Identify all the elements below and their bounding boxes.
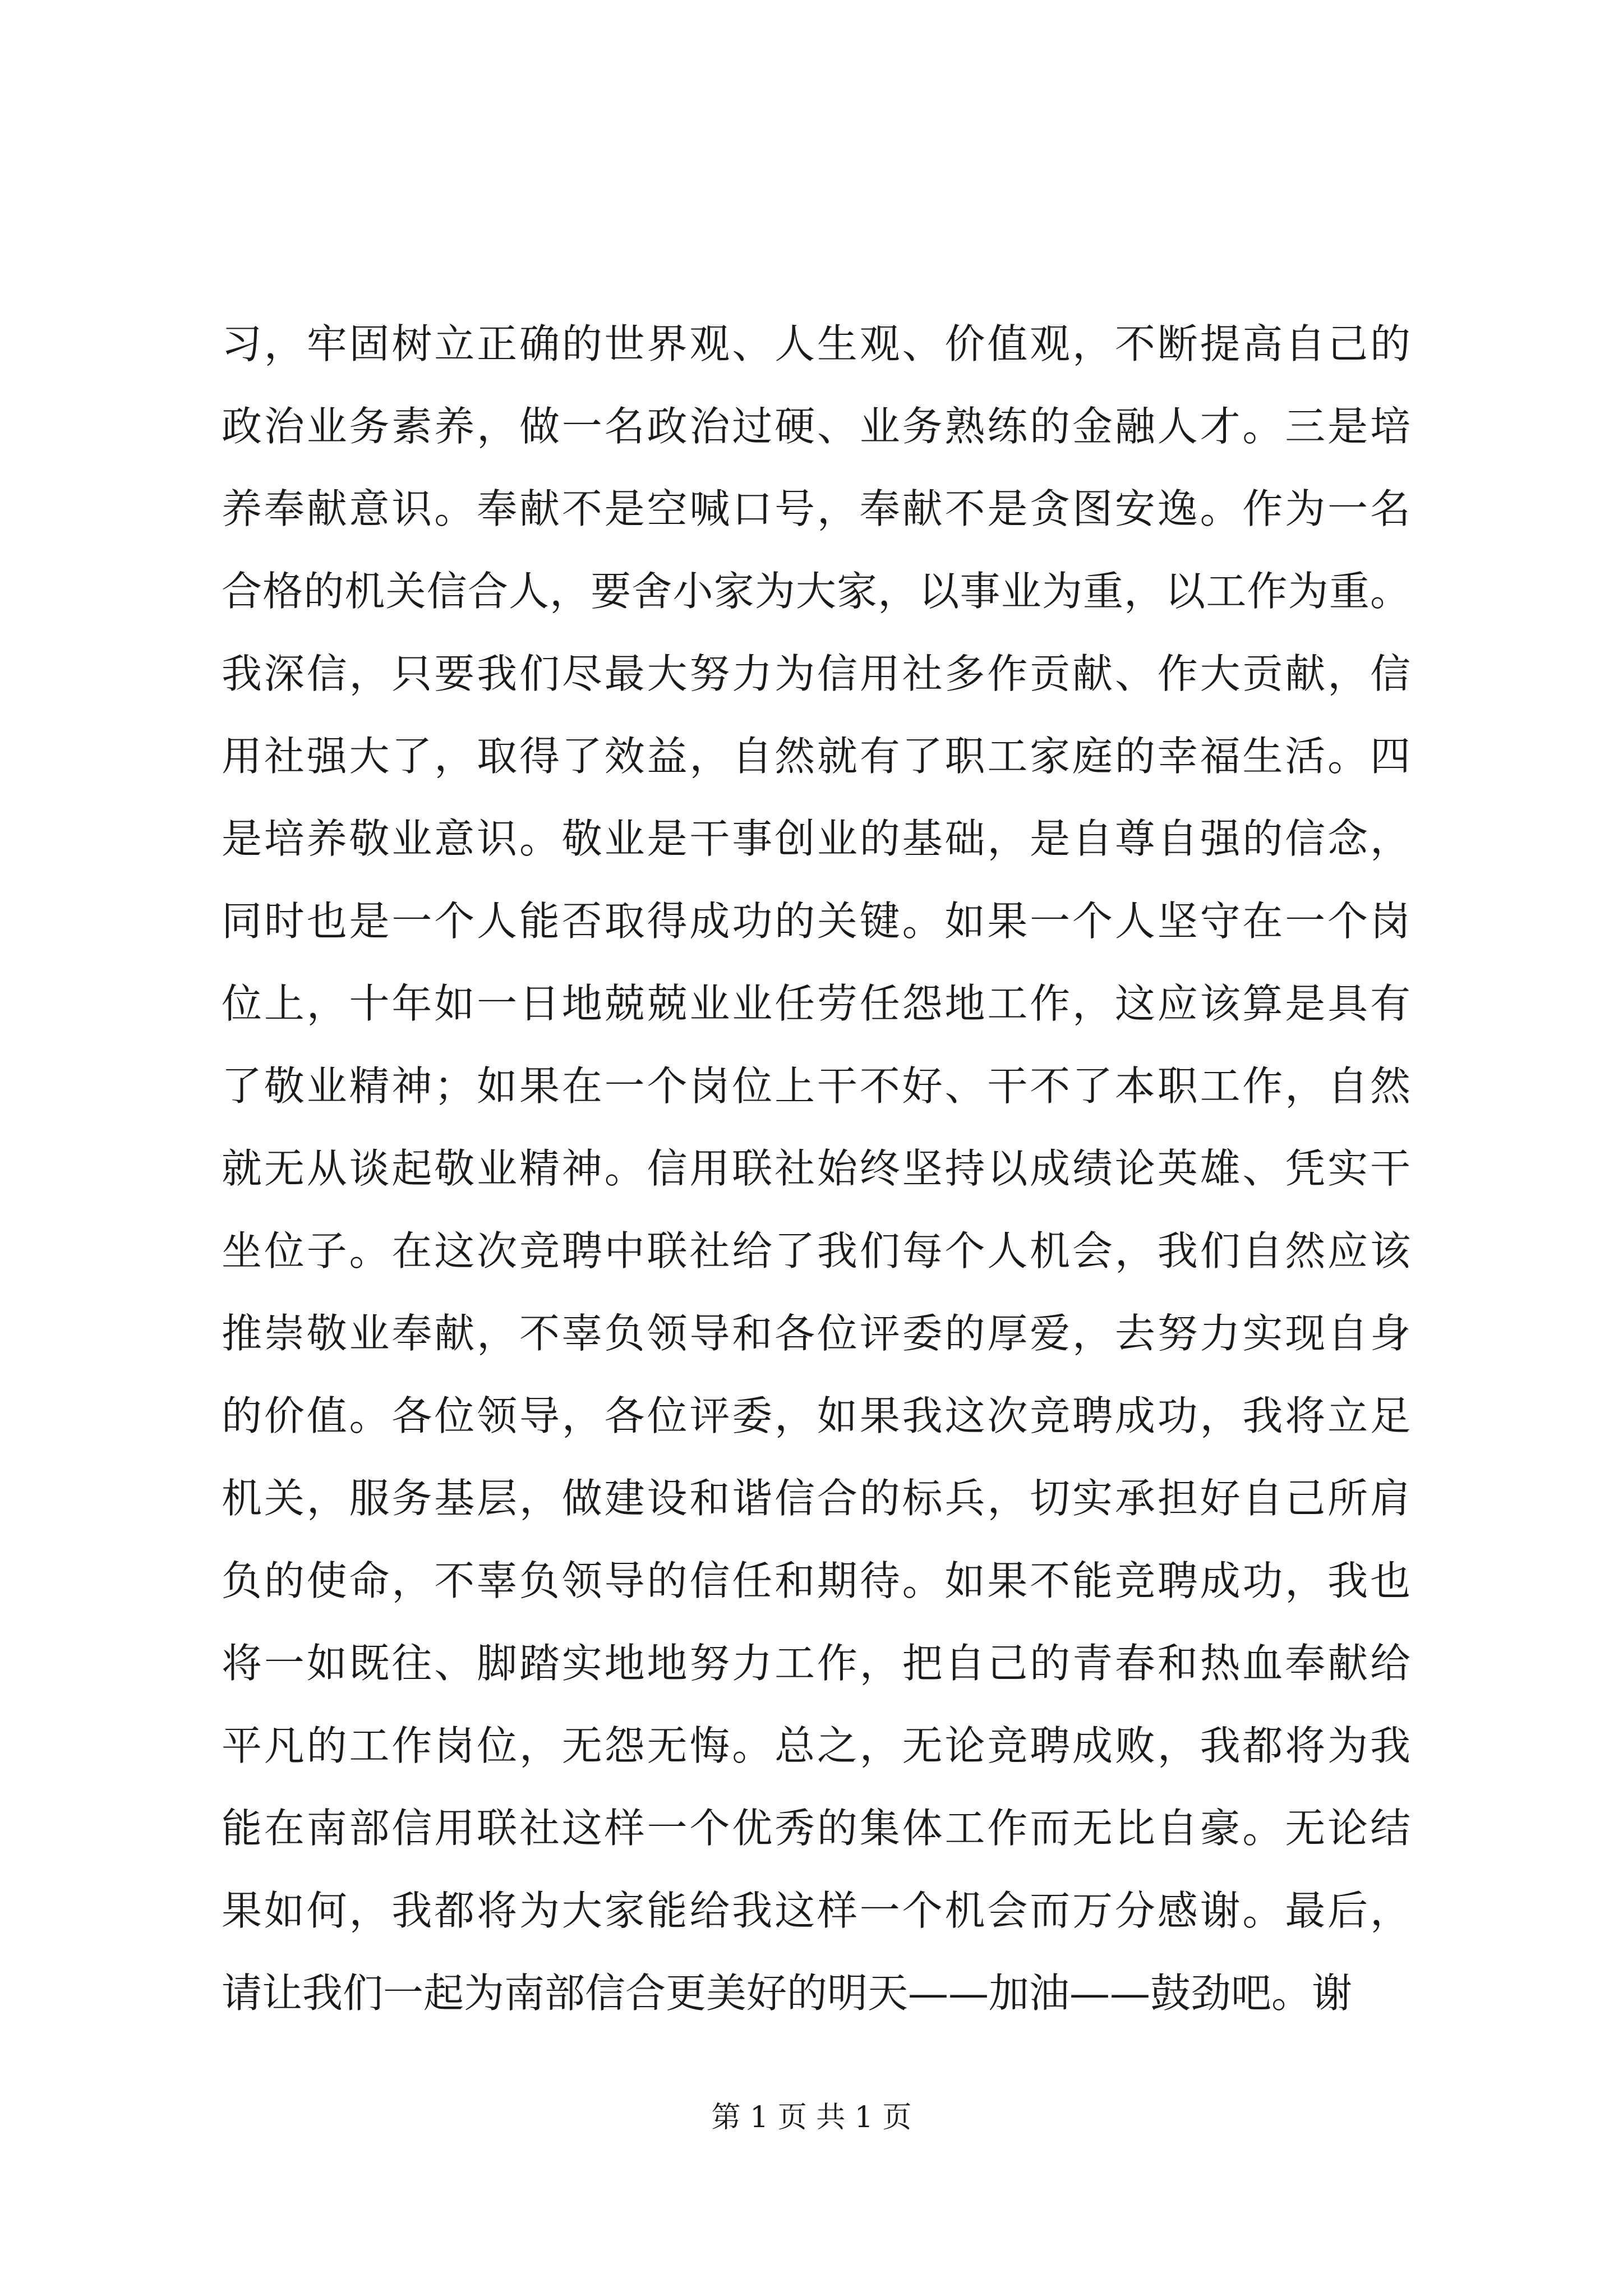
text-line: 就无从谈起敬业精神。信用联社始终坚持以成绩论英雄、凭实干 [222,1145,1410,1192]
text-line: 政治业务素养，做一名政治过硬、业务熟练的金融人才。三是培 [222,403,1410,450]
text-line: 养奉献意识。奉献不是空喊口号，奉献不是贪图安逸。作为一名 [222,485,1410,532]
page-number-footer: 第 1 页 共 1 页 [711,2101,912,2134]
text-line: 推崇敬业奉献，不辜负领导和各位评委的厚爱，去努力实现自身 [222,1310,1410,1357]
text-line: 坐位子。在这次竞聘中联社给了我们每个人机会，我们自然应该 [222,1227,1410,1274]
text-line: 请让我们一起为南部信合更美好的明天——加油——鼓劲吧。谢 [222,1970,1353,2017]
text-line: 位上，十年如一日地兢兢业业任劳任怨地工作，这应该算是具有 [222,980,1410,1027]
text-line: 同时也是一个人能否取得成功的关键。如果一个人坚守在一个岗 [222,898,1410,945]
text-line: 了敬业精神；如果在一个岗位上干不好、干不了本职工作，自然 [222,1062,1410,1110]
text-line: 合格的机关信合人，要舍小家为大家，以事业为重，以工作为重。 [222,568,1410,615]
body-text [222,303,1410,2035]
text-line: 习，牢固树立正确的世界观、人生观、价值观，不断提高自己的 [222,320,1410,367]
text-line: 的价值。各位领导，各位评委，如果我这次竞聘成功，我将立足 [222,1392,1410,1439]
text-line: 用社强大了，取得了效益，自然就有了职工家庭的幸福生活。四 [222,733,1410,780]
text-line: 是培养敬业意识。敬业是干事创业的基础，是自尊自强的信念， [222,815,1410,862]
text-line: 负的使命，不辜负领导的信任和期待。如果不能竞聘成功，我也 [222,1557,1410,1604]
text-line: 果如何，我都将为大家能给我这样一个机会而万分感谢。最后， [222,1887,1410,1934]
text-line: 机关，服务基层，做建设和谐信合的标兵，切实承担好自己所肩 [222,1475,1410,1522]
text-line: 平凡的工作岗位，无怨无悔。总之，无论竞聘成败，我都将为我 [222,1722,1410,1769]
text-line: 能在南部信用联社这样一个优秀的集体工作而无比自豪。无论结 [222,1805,1410,1852]
text-line: 将一如既往、脚踏实地地努力工作，把自己的青春和热血奉献给 [222,1640,1410,1687]
text-line: 我深信，只要我们尽最大努力为信用社多作贡献、作大贡献，信 [222,650,1410,697]
